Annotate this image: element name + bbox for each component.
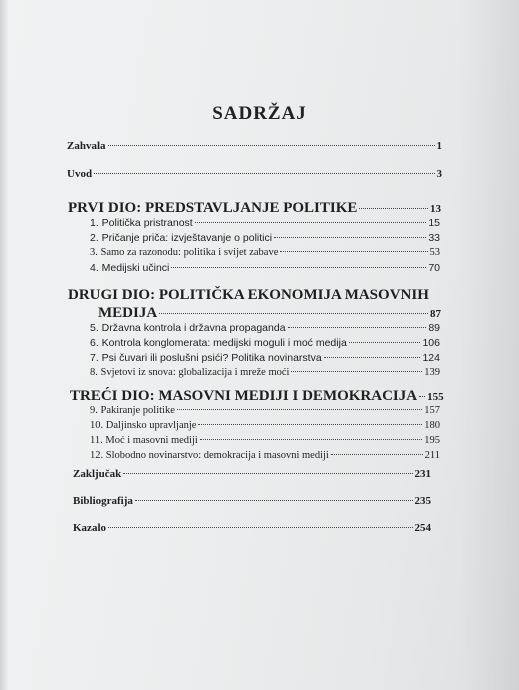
dot-leader	[291, 371, 422, 372]
toc-entry-bibliografija: Bibliografija 235	[73, 495, 431, 507]
chapter-entry: 12. Slobodno novinarstvo: demokracija i masovni mediji 211	[90, 450, 440, 461]
part-heading-3: TREĆI DIO: MASOVNI MEDIJI I DEMOKRACIJA 155	[70, 388, 444, 404]
dot-leader	[135, 500, 413, 501]
dot-leader	[171, 267, 426, 268]
dot-leader	[198, 424, 422, 425]
toc-entry-zahvala: Zahvala 1	[67, 140, 442, 152]
dot-leader	[324, 357, 421, 358]
dot-leader	[123, 473, 412, 474]
dot-leader	[274, 237, 426, 238]
dot-leader	[94, 173, 434, 174]
toc-title: SADRŽAJ	[212, 103, 307, 124]
dot-leader	[349, 342, 421, 343]
chapter-entry: 8. Svjetovi iz snova: globalizacija i mreže moći 139	[90, 367, 440, 378]
part-heading-2-line2: MEDIJA 87	[98, 305, 441, 321]
dot-leader	[288, 327, 427, 328]
dot-leader	[177, 409, 422, 410]
chapter-entry: 9. Pakiranje politike 157	[90, 405, 440, 416]
toc-entry-zakljucak: Zaključak 231	[73, 468, 431, 480]
dot-leader	[159, 313, 428, 314]
dot-leader	[108, 145, 435, 146]
chapter-entry: 3. Samo za razonodu: politika i svijet zabave 53	[90, 247, 440, 258]
dot-leader	[331, 454, 423, 455]
part-heading-1: PRVI DIO: PREDSTAVLJANJE POLITIKE 13	[68, 200, 441, 216]
toc-entry-uvod: Uvod 3	[67, 168, 442, 180]
chapter-entry: 10. Daljinsko upravljanje 180	[90, 420, 440, 431]
dot-leader	[200, 439, 422, 440]
chapter-entry: 11. Moć i masovni mediji 195	[90, 435, 440, 446]
chapter-entry: 6. Kontrola konglomerata: medijski moguli i moć medija 106	[90, 337, 440, 349]
chapter-entry: 5. Državna kontrola i državna propaganda 89	[90, 322, 440, 334]
chapter-entry: 4. Medijski učinci 70	[90, 262, 440, 274]
dot-leader	[195, 222, 427, 223]
toc-entry-kazalo: Kazalo 254	[73, 522, 431, 534]
dot-leader	[280, 251, 427, 252]
part-heading-2-line1: DRUGI DIO: POLITIČKA EKONOMIJA MASOVNIH	[68, 287, 429, 303]
dot-leader	[419, 396, 425, 397]
dot-leader	[108, 527, 413, 528]
chapter-entry: 7. Psi čuvari ili poslušni psići? Politika novinarstva 124	[90, 352, 440, 364]
chapter-entry: 2. Pričanje priča: izvještavanje o politici 33	[90, 232, 440, 244]
chapter-entry: 1. Politička pristranost 15	[90, 217, 440, 229]
dot-leader	[359, 208, 428, 209]
